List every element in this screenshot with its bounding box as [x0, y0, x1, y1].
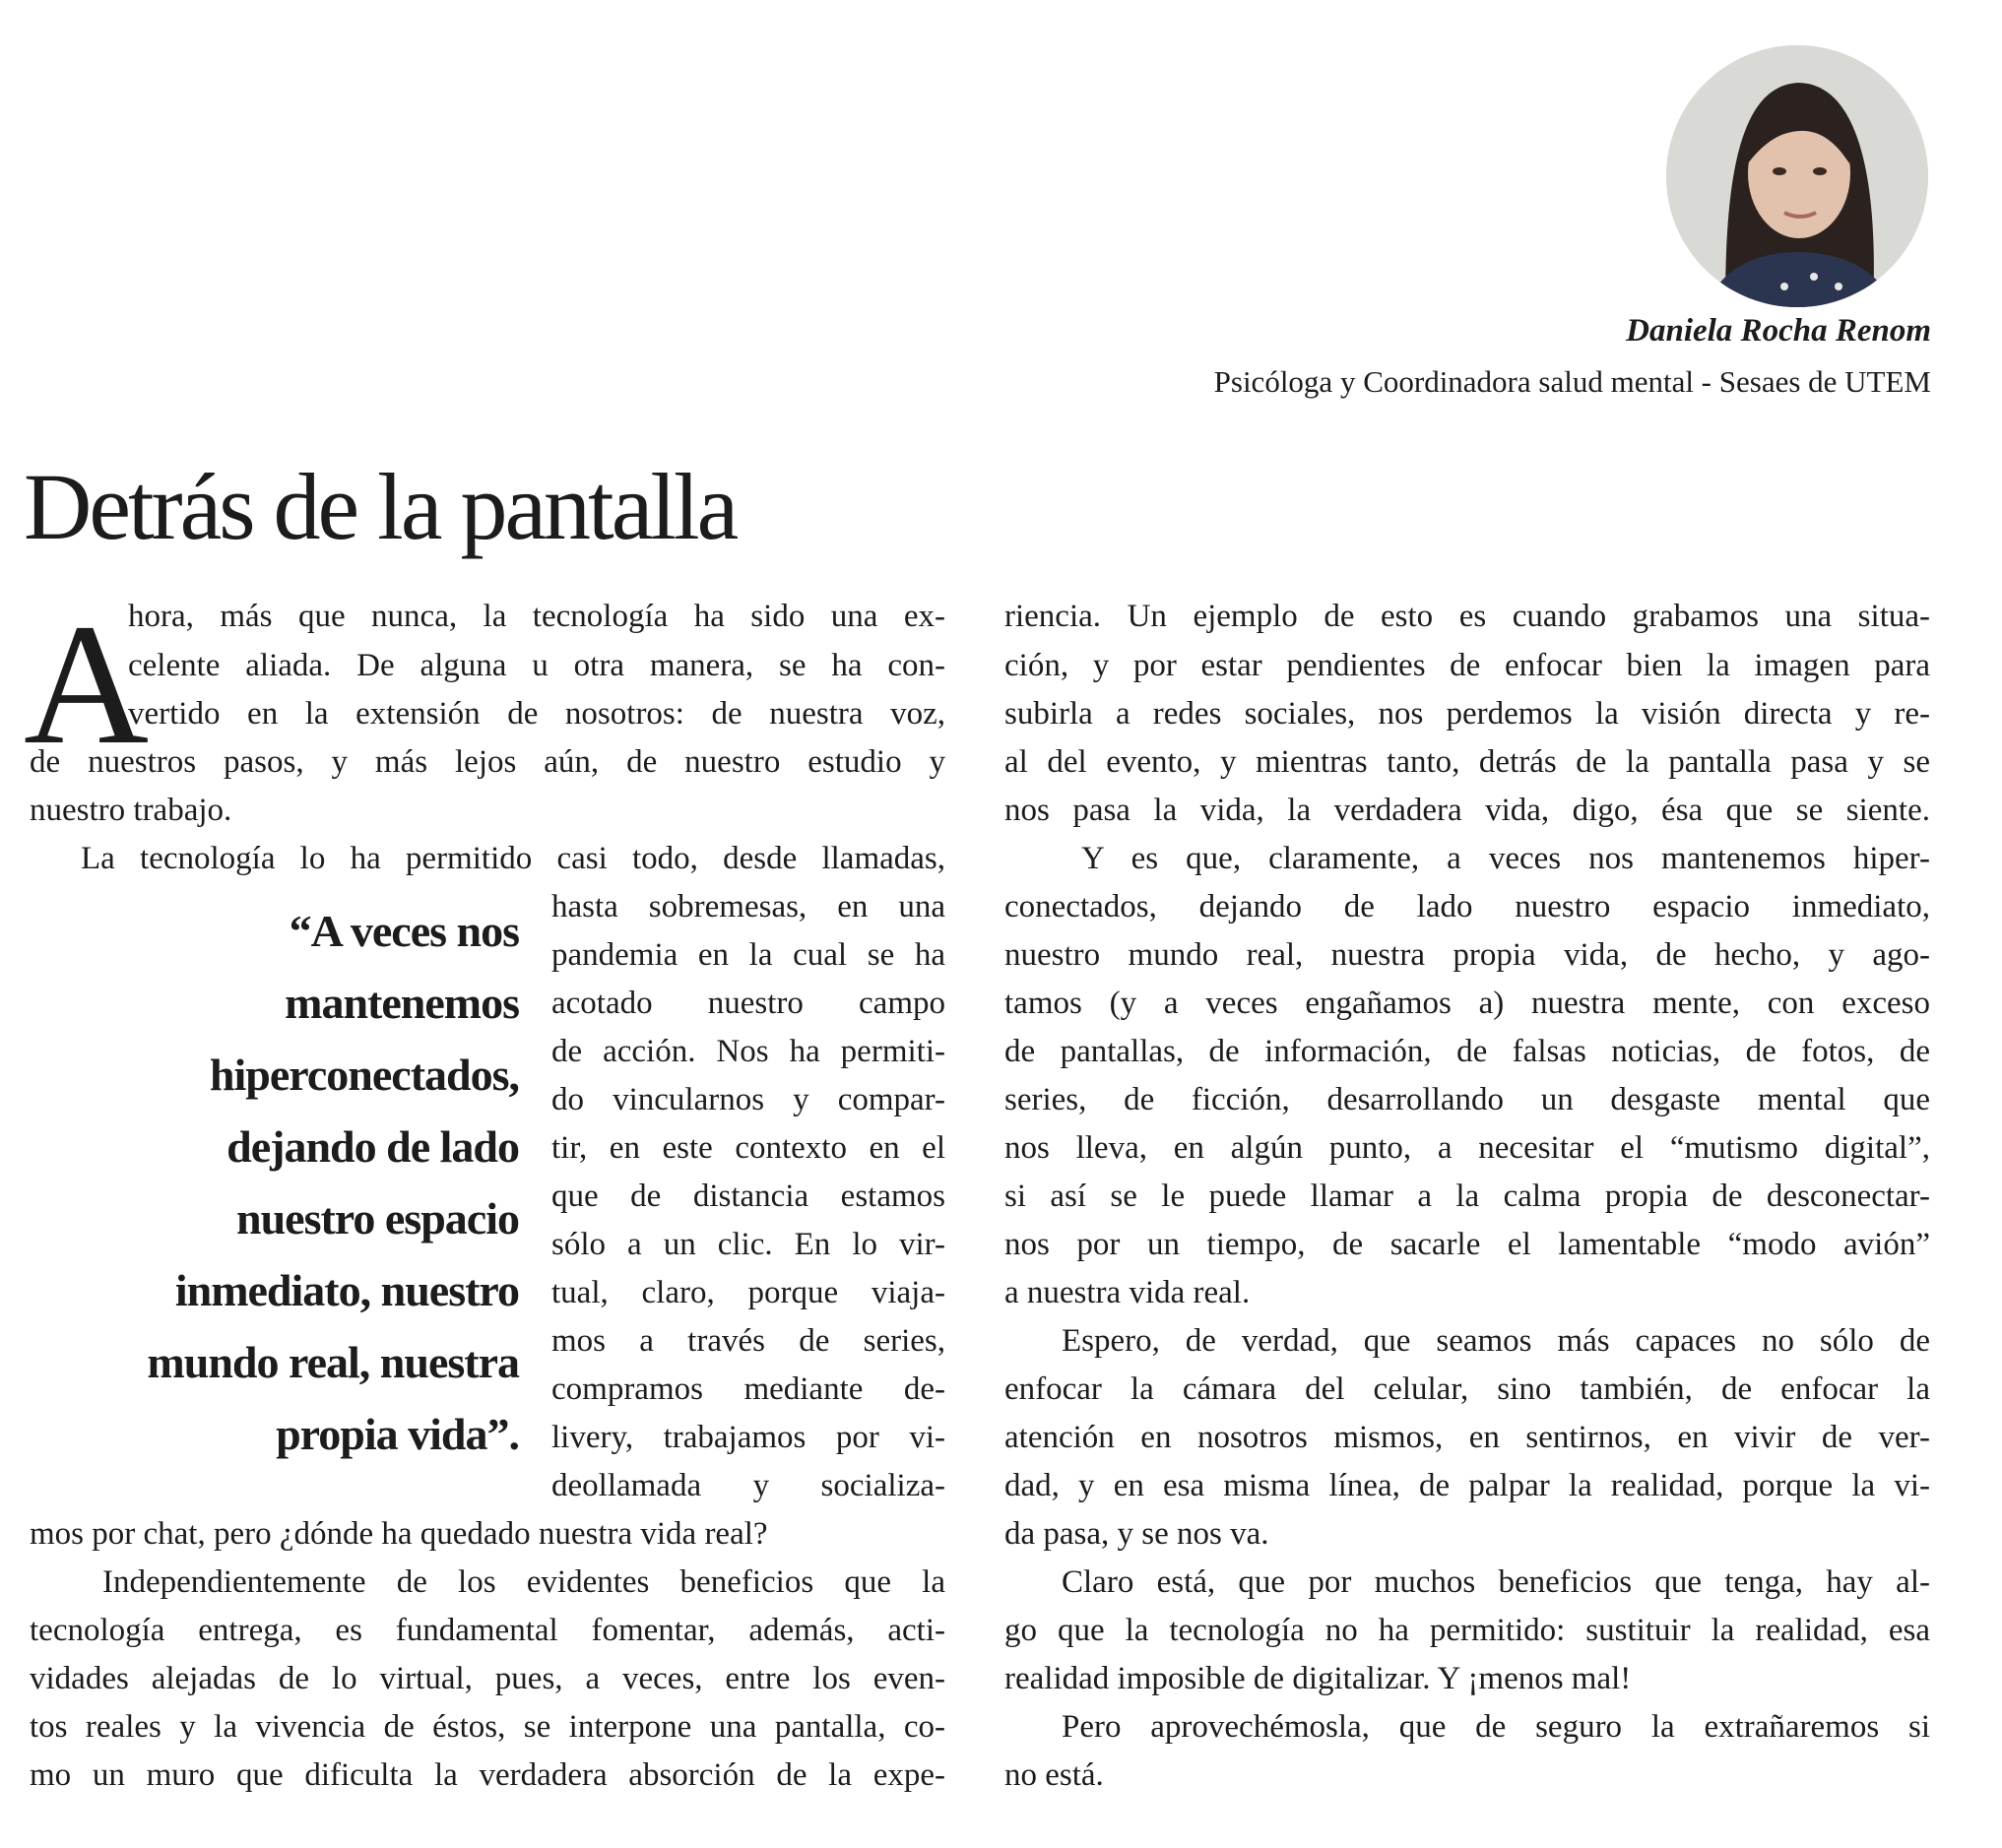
text-line: de pantallas, de información, de falsas noticias, de fotos, de	[1004, 1034, 1930, 1069]
text-line: vertido en la extensión de nosotros: de nuestra voz,	[128, 696, 945, 732]
headline: Detrás de la pantalla	[24, 454, 737, 559]
text-line: mo un muro que dificulta la verdadera absorción de la expe-	[30, 1757, 945, 1793]
text-line: subirla a redes sociales, nos perdemos la visión directa y re-	[1004, 696, 1930, 732]
text-line: La tecnología lo ha permitido casi todo, desde llamadas,	[81, 841, 945, 876]
pull-quote-line: “A veces nos	[289, 906, 519, 956]
text-line: nuestro mundo real, nuestra propia vida, de hecho, y ago-	[1004, 937, 1930, 973]
author-portrait	[1666, 45, 1928, 307]
pull-quote-line: propia vida”.	[276, 1409, 519, 1459]
text-line: sólo a un clic. En lo vir-	[551, 1227, 945, 1262]
text-line: nos pasa la vida, la verdadera vida, digo, ésa que se siente.	[1004, 793, 1930, 828]
text-line: tual, claro, porque viaja-	[551, 1275, 945, 1310]
text-line: enfocar la cámara del celular, sino también, de enfocar la	[1004, 1371, 1930, 1407]
text-line: si así se le puede llamar a la calma propia de desconectar-	[1004, 1179, 1930, 1214]
text-line: realidad imposible de digitalizar. Y ¡menos mal!	[1004, 1661, 1632, 1696]
pull-quote-line: dejando de lado	[226, 1121, 519, 1172]
text-line: al del evento, y mientras tanto, detrás de la pantalla pasa y se	[1004, 744, 1930, 780]
text-line: nos por un tiempo, de sacarle el lamentable “modo avión”	[1004, 1227, 1930, 1262]
text-line: tecnología entrega, es fundamental fomentar, además, acti-	[30, 1613, 945, 1648]
text-line: mos a través de series,	[551, 1323, 945, 1359]
text-line: nos lleva, en algún punto, a necesitar el “mutismo digital”,	[1004, 1130, 1930, 1166]
pull-quote-line: inmediato, nuestro	[174, 1265, 519, 1315]
text-line: riencia. Un ejemplo de esto es cuando grabamos una situa-	[1004, 599, 1930, 634]
text-line: da pasa, y se nos va.	[1004, 1516, 1269, 1552]
text-line: pandemia en la cual se ha	[551, 937, 945, 973]
drop-cap: A	[24, 589, 150, 781]
text-line: tir, en este contexto en el	[551, 1130, 945, 1166]
text-line: deollamada y socializa-	[551, 1468, 945, 1503]
text-line: Pero aprovechémosla, que de seguro la extrañaremos si	[1062, 1709, 1930, 1745]
text-line: series, de ficción, desarrollando un desgaste mental que	[1004, 1082, 1930, 1117]
text-line: ción, y por estar pendientes de enfocar bien la imagen para	[1004, 648, 1930, 683]
text-line: que de distancia estamos	[551, 1179, 945, 1214]
text-line: de acción. Nos ha permiti-	[551, 1034, 945, 1069]
text-line: Claro está, que por muchos beneficios que tenga, hay al-	[1062, 1564, 1930, 1600]
text-line: nuestro trabajo.	[30, 793, 232, 828]
text-line: mos por chat, pero ¿dónde ha quedado nuestra vida real?	[30, 1516, 768, 1552]
text-line: go que la tecnología no ha permitido: sustituir la realidad, esa	[1004, 1613, 1930, 1648]
text-line: hora, más que nunca, la tecnología ha sido una ex-	[128, 599, 945, 634]
text-line: do vincularnos y compar-	[551, 1082, 945, 1117]
text-line: compramos mediante de-	[551, 1371, 945, 1407]
text-line: Espero, de verdad, que seamos más capaces no sólo de	[1062, 1323, 1930, 1359]
text-line: hasta sobremesas, en una	[551, 889, 945, 924]
text-line: livery, trabajamos por vi-	[551, 1420, 945, 1455]
text-line: acotado nuestro campo	[551, 986, 945, 1021]
pull-quote-line: hiperconectados,	[209, 1050, 519, 1100]
text-line: celente aliada. De alguna u otra manera, se ha con-	[128, 648, 945, 683]
text-line: a nuestra vida real.	[1004, 1275, 1251, 1310]
text-line: no está.	[1004, 1757, 1104, 1793]
text-line: Y es que, claramente, a veces nos mantenemos hiper-	[1081, 841, 1930, 876]
author-portrait-icon	[1666, 45, 1928, 307]
text-line: dad, y en esa misma línea, de palpar la realidad, porque la vi-	[1004, 1468, 1930, 1503]
text-line: conectados, dejando de lado nuestro espacio inmediato,	[1004, 889, 1930, 924]
pull-quote-line: mantenemos	[285, 978, 519, 1028]
text-line: atención en nosotros mismos, en sentirnos, en vivir de ver-	[1004, 1420, 1930, 1455]
text-line: tos reales y la vivencia de éstos, se interpone una pantalla, co-	[30, 1709, 945, 1745]
text-line: Independientemente de los evidentes beneficios que la	[102, 1564, 945, 1600]
pull-quote-line: nuestro espacio	[236, 1193, 519, 1243]
author-role: Psicóloga y Coordinadora salud mental - Sesaes de UTEM	[1213, 364, 1931, 399]
text-line: vidades alejadas de lo virtual, pues, a veces, entre los even-	[30, 1661, 945, 1696]
text-line: tamos (y a veces engañamos a) nuestra mente, con exceso	[1004, 986, 1930, 1021]
pull-quote-line: mundo real, nuestra	[147, 1337, 519, 1387]
author-name: Daniela Rocha Renom	[1626, 313, 1931, 349]
text-line: de nuestros pasos, y más lejos aún, de nuestro estudio y	[30, 744, 945, 780]
